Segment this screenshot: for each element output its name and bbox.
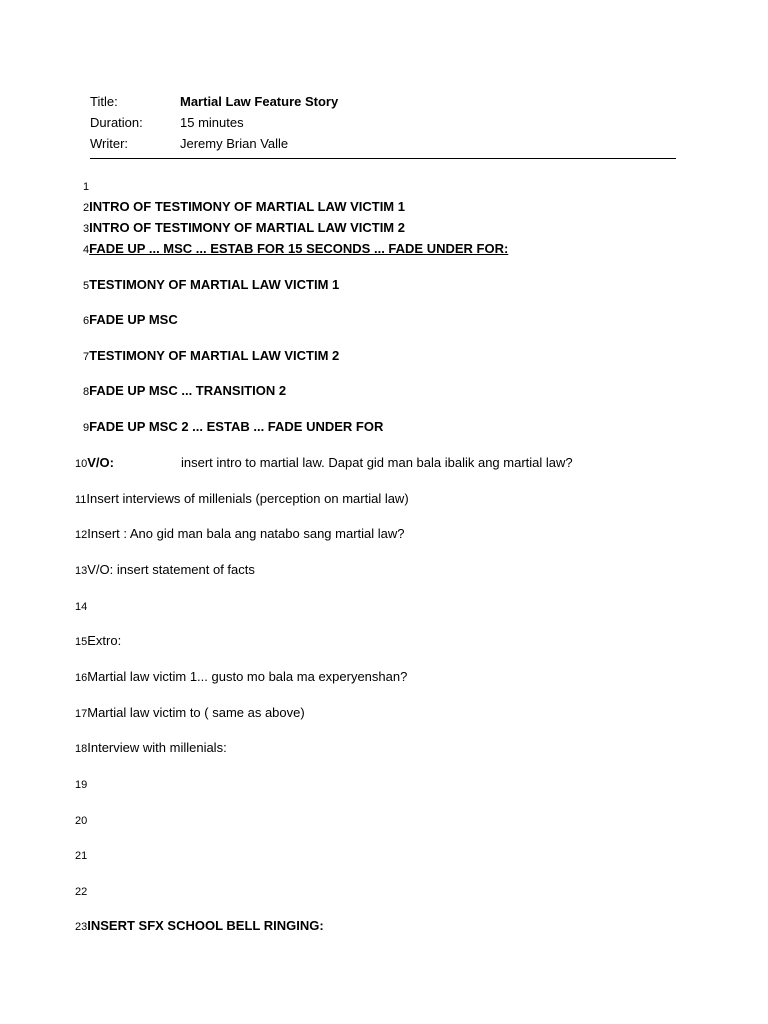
- script-line-22: [75, 883, 87, 898]
- line-text: Martial law victim to ( same as above): [87, 705, 305, 720]
- script-line-16: [75, 669, 407, 684]
- line-text: FADE UP MSC 2 ... ESTAB ... FADE UNDER FOR: [89, 419, 384, 434]
- line-number: 4: [83, 244, 90, 256]
- line-text: INTRO OF TESTIMONY OF MARTIAL LAW VICTIM 2: [89, 220, 405, 235]
- line-number: 1: [83, 181, 90, 193]
- script-line-21: [75, 847, 87, 862]
- line-number: 6: [83, 315, 90, 327]
- header-divider: [90, 158, 676, 159]
- line-text: Insert interviews of millenials (perception on martial law): [86, 491, 409, 506]
- script-line-2: [83, 199, 405, 214]
- line-text: FADE UP MSC ... TRANSITION 2: [89, 383, 287, 398]
- line-number: 16: [75, 672, 88, 684]
- line-text: FADE UP MSC: [89, 312, 178, 327]
- script-line-18: [75, 740, 227, 755]
- script-line-15: [75, 633, 121, 648]
- line-text: Insert : Ano gid man bala ang natabo sang martial law?: [87, 526, 405, 541]
- line-number: 9: [83, 422, 90, 434]
- line-number: 13: [75, 565, 88, 577]
- script-line-14: [75, 598, 87, 613]
- line-text: FADE UP ... MSC ... ESTAB FOR 15 SECONDS ... FADE UNDER FOR:: [89, 241, 509, 256]
- line-text: INTRO OF TESTIMONY OF MARTIAL LAW VICTIM 1: [89, 199, 405, 214]
- line-number: 11: [75, 494, 87, 506]
- line-text: Interview with millenials:: [87, 740, 227, 755]
- title-label: Title:: [90, 94, 118, 109]
- line-text: Martial law victim 1... gusto mo bala ma experyenshan?: [87, 669, 408, 684]
- script-line-10: [75, 455, 114, 470]
- script-line-1: [83, 178, 89, 193]
- line-number: 15: [75, 636, 88, 648]
- script-line-7: [83, 348, 339, 363]
- line-number: 23: [75, 921, 88, 933]
- script-line-11: [75, 491, 409, 506]
- script-line-6: [83, 312, 178, 327]
- script-line-17: [75, 705, 305, 720]
- line-number: 3: [83, 223, 90, 235]
- line-text: TESTIMONY OF MARTIAL LAW VICTIM 1: [89, 277, 340, 292]
- line-text: INSERT SFX SCHOOL BELL RINGING:: [87, 918, 324, 933]
- duration-value: 15 minutes: [180, 115, 244, 130]
- line-number: 10: [75, 458, 88, 470]
- line-number: 22: [75, 886, 88, 898]
- script-line-23: [75, 918, 324, 933]
- title-value: Martial Law Feature Story: [180, 94, 339, 109]
- script-line-8: [83, 383, 286, 398]
- script-line-12: [75, 526, 405, 541]
- script-line-19: [75, 776, 87, 791]
- script-line-20: [75, 812, 87, 827]
- script-line-5: [83, 277, 339, 292]
- line-number: 21: [75, 850, 88, 862]
- writer-value: Jeremy Brian Valle: [180, 136, 289, 151]
- line-number: 17: [75, 708, 88, 720]
- line-number: 19: [75, 779, 88, 791]
- line-number: 8: [83, 386, 90, 398]
- line-number: 14: [75, 601, 88, 613]
- script-line-9: [83, 419, 383, 434]
- vo-description: insert intro to martial law. Dapat gid man bala ibalik ang martial law?: [181, 455, 573, 470]
- writer-label: Writer:: [90, 136, 129, 151]
- line-number: 7: [83, 351, 90, 363]
- line-number: 20: [75, 815, 88, 827]
- script-line-3: [83, 220, 405, 235]
- script-line-13: [75, 562, 255, 577]
- script-line-4: [83, 241, 508, 256]
- duration-label: Duration:: [90, 115, 143, 130]
- line-number: 18: [75, 743, 88, 755]
- line-number: 5: [83, 280, 90, 292]
- line-text: TESTIMONY OF MARTIAL LAW VICTIM 2: [89, 348, 340, 363]
- line-text: Extro:: [87, 633, 122, 648]
- line-text: V/O: insert statement of facts: [87, 562, 255, 577]
- line-number: 12: [75, 529, 88, 541]
- line-text: V/O:: [87, 455, 114, 470]
- line-number: 2: [83, 202, 90, 214]
